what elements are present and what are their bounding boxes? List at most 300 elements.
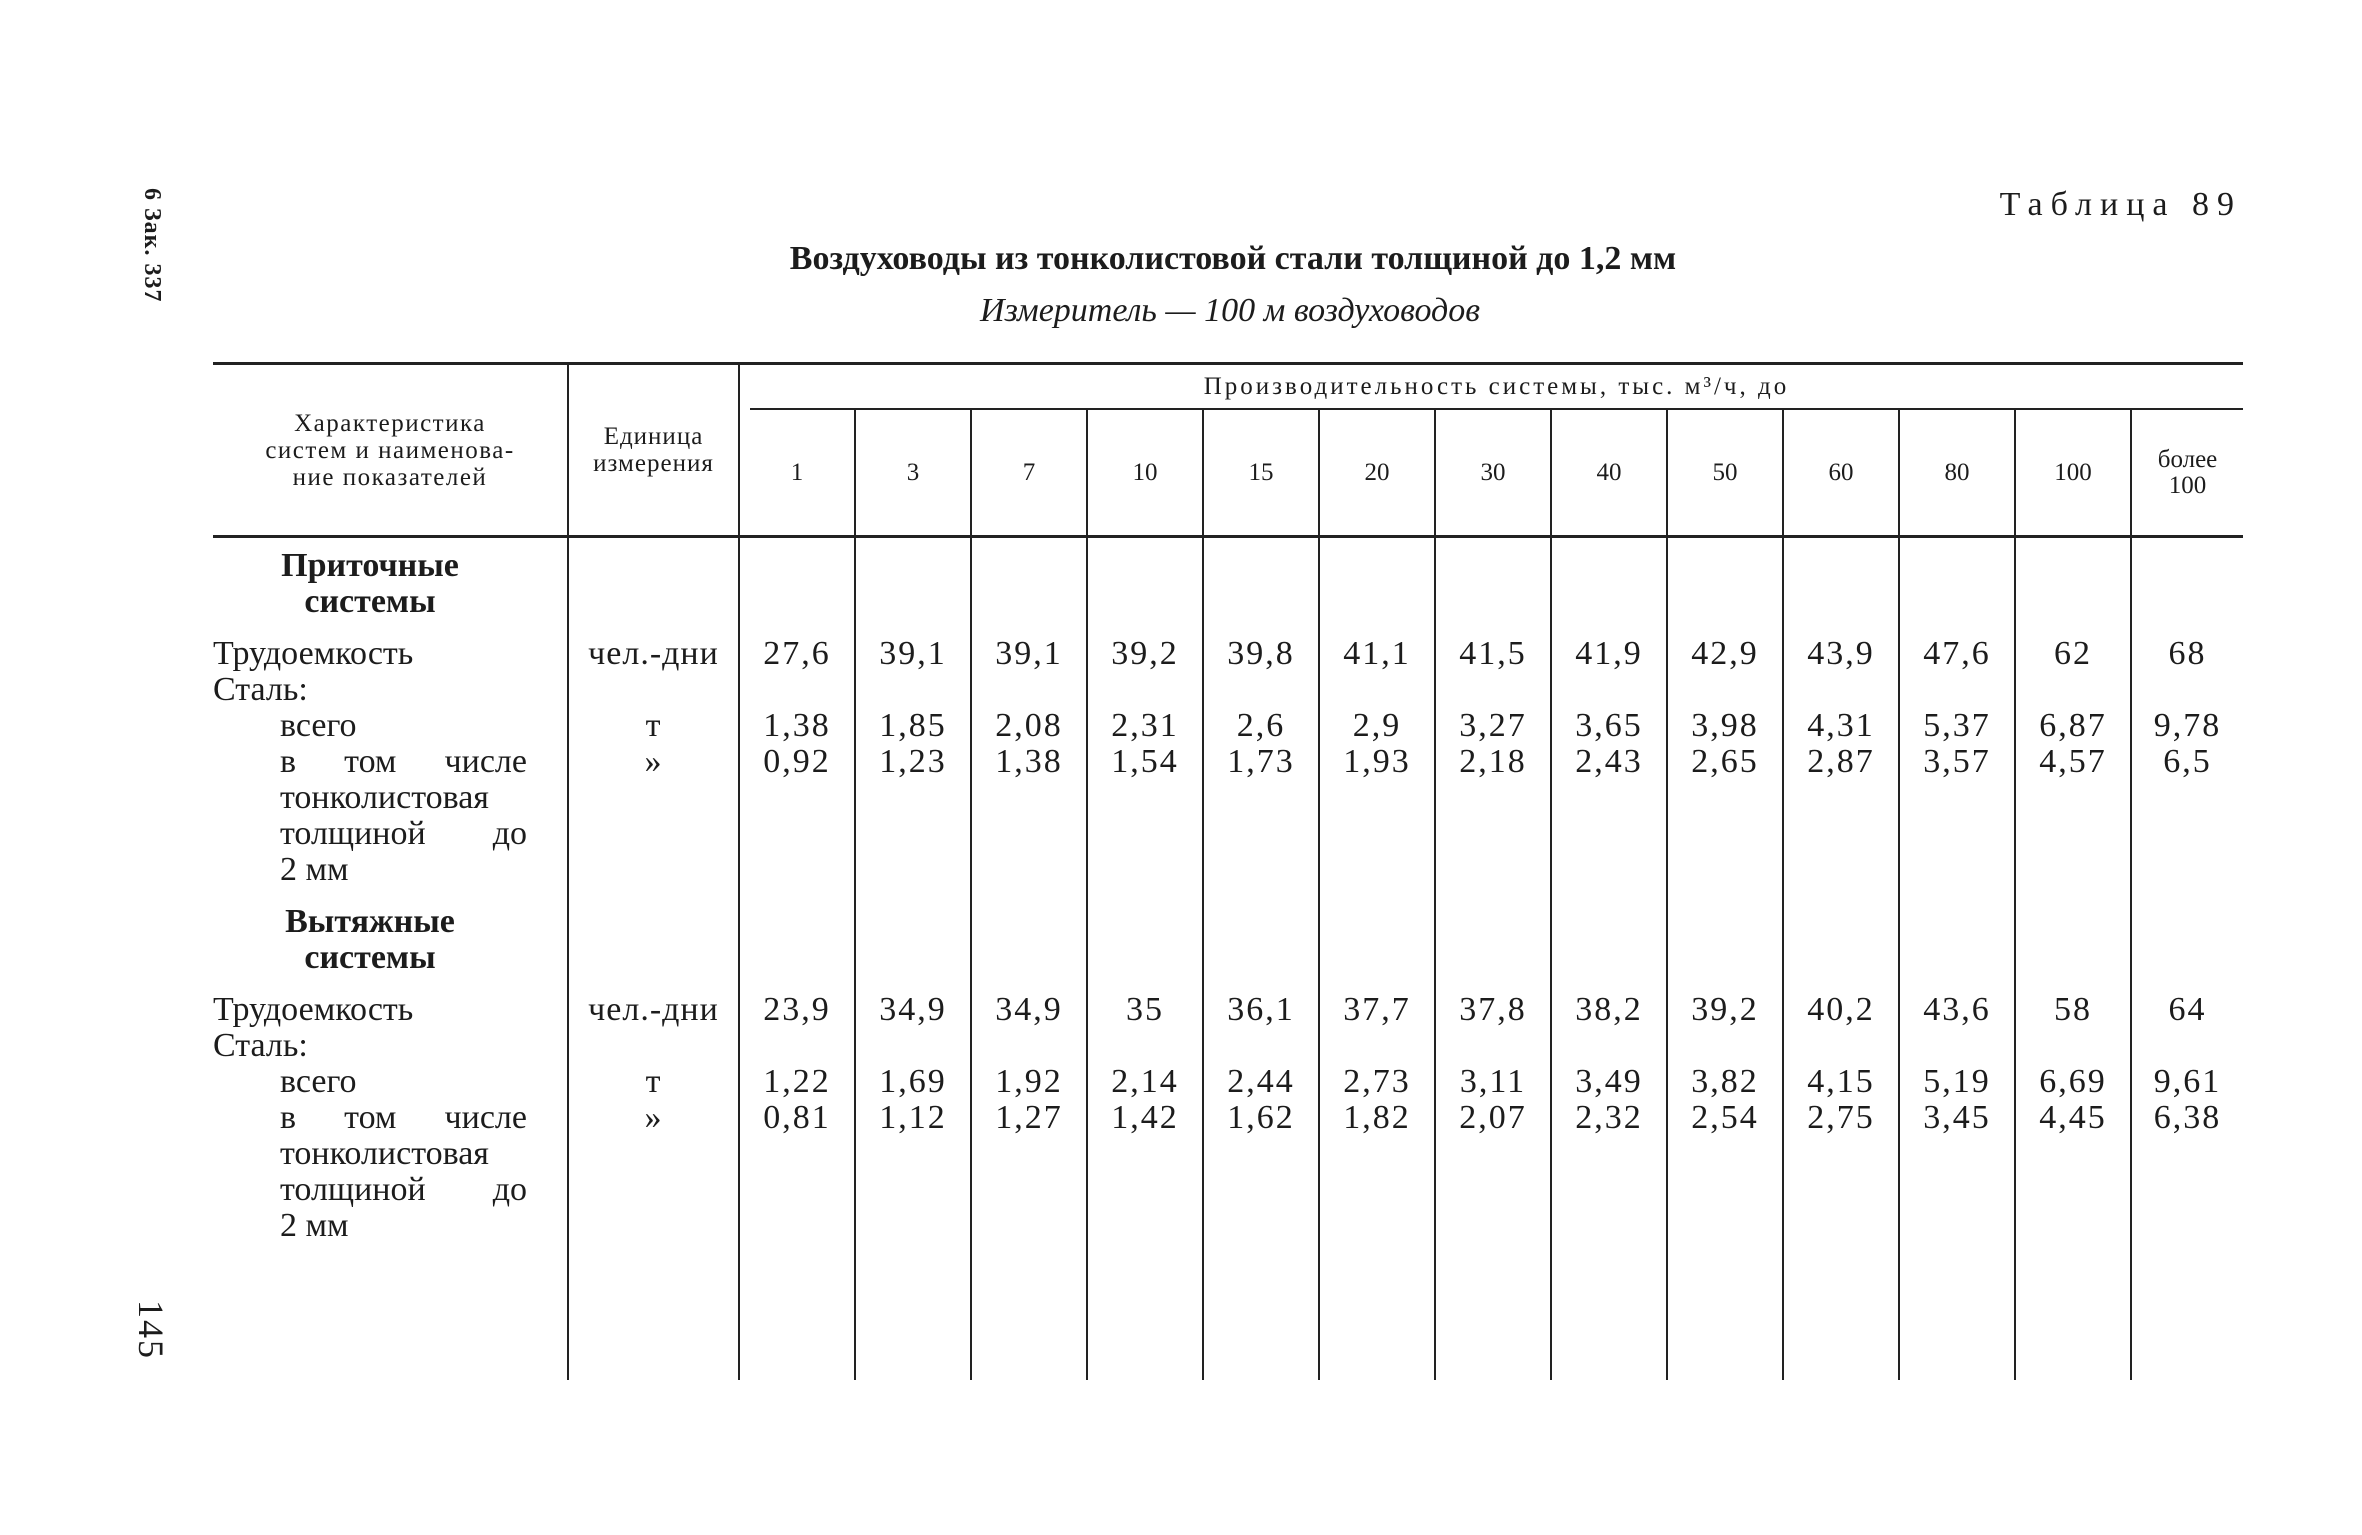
header-capacity-value: более [2157, 445, 2218, 473]
row-label: тонколистовая [280, 779, 489, 816]
section-title: системы [304, 939, 436, 976]
value-cell [2016, 816, 2132, 852]
value-cell: 1,69 [856, 1064, 972, 1100]
value-cell [1204, 904, 1320, 940]
value-cell: 2,08 [972, 708, 1088, 744]
value-cell [1900, 1028, 2016, 1064]
value-cell [740, 852, 856, 904]
value-cell [2132, 780, 2243, 816]
value-cell [1436, 816, 1552, 852]
value-cell [1320, 1136, 1436, 1172]
value-cell: 0,81 [740, 1100, 856, 1136]
row-label: в том числе [280, 1099, 527, 1136]
value-cell [1436, 1208, 1552, 1260]
value-cell [1552, 904, 1668, 940]
value-cell: 40,2 [1784, 992, 1900, 1028]
value-cell [740, 940, 856, 992]
value-cell: 3,57 [1900, 744, 2016, 780]
value-cell: 43,9 [1784, 636, 1900, 672]
value-cell [1668, 904, 1784, 940]
value-cell [740, 1136, 856, 1172]
value-cell [972, 1136, 1088, 1172]
value-cell: 43,6 [1900, 992, 2016, 1028]
value-cell [2016, 852, 2132, 904]
value-cell [1668, 584, 1784, 636]
value-cell: 3,11 [1436, 1064, 1552, 1100]
unit-cell [567, 780, 740, 816]
value-cell: 3,49 [1552, 1064, 1668, 1100]
row-label: 2 мм [280, 851, 349, 888]
value-cell [972, 780, 1088, 816]
value-cell [1668, 548, 1784, 584]
unit-cell: » [567, 1100, 740, 1136]
value-cell [1204, 780, 1320, 816]
value-cell [856, 1028, 972, 1064]
value-cell [1552, 548, 1668, 584]
header-capacity-value: 15 [1248, 458, 1274, 486]
spacer-cell [1320, 1260, 1436, 1380]
value-cell: 2,87 [1784, 744, 1900, 780]
value-cell [1320, 672, 1436, 708]
spacer-cell [856, 538, 972, 548]
value-cell [1552, 852, 1668, 904]
value-cell [1900, 904, 2016, 940]
value-cell [2132, 584, 2243, 636]
value-cell [1552, 1172, 1668, 1208]
value-cell [1088, 672, 1204, 708]
value-cell [1784, 1136, 1900, 1172]
header-capacity-column [972, 410, 1088, 535]
value-cell [740, 1172, 856, 1208]
table-title: Воздуховоды из тонколистовой стали толщиной до 1,2 мм [789, 240, 1677, 277]
value-cell: 1,54 [1088, 744, 1204, 780]
value-cell [1320, 816, 1436, 852]
value-cell [2016, 672, 2132, 708]
value-cell [1204, 584, 1320, 636]
header-capacity-value: 3 [906, 458, 920, 486]
row-label: Сталь: [213, 671, 308, 708]
value-cell: 39,2 [1088, 636, 1204, 672]
header-unit [567, 365, 740, 535]
value-cell: 1,42 [1088, 1100, 1204, 1136]
norms-table [213, 362, 2243, 1380]
value-cell: 1,85 [856, 708, 972, 744]
value-cell [1204, 1208, 1320, 1260]
spacer-cell [856, 1260, 972, 1380]
value-cell [1320, 1028, 1436, 1064]
value-cell [740, 904, 856, 940]
value-cell [1320, 1208, 1436, 1260]
value-cell: 4,15 [1784, 1064, 1900, 1100]
value-cell [2016, 1172, 2132, 1208]
spacer-cell [2132, 538, 2243, 548]
spacer-cell [2016, 538, 2132, 548]
value-cell [740, 548, 856, 584]
value-cell [2016, 1208, 2132, 1260]
unit-cell [567, 904, 740, 940]
section-title: системы [304, 583, 436, 620]
value-cell [1900, 940, 2016, 992]
value-cell [972, 672, 1088, 708]
spacer-cell [1668, 1260, 1784, 1380]
value-cell [856, 548, 972, 584]
value-cell: 62 [2016, 636, 2132, 672]
value-cell [1784, 852, 1900, 904]
value-cell: 2,14 [1088, 1064, 1204, 1100]
spacer-cell [972, 1260, 1088, 1380]
header-capacity-column [1088, 410, 1204, 535]
value-cell [2132, 940, 2243, 992]
value-cell [972, 1172, 1088, 1208]
value-cell: 2,6 [1204, 708, 1320, 744]
header-capacity-column [2016, 410, 2132, 535]
value-cell [1204, 548, 1320, 584]
value-cell [1552, 1136, 1668, 1172]
header-capacity-column [2132, 410, 2243, 535]
value-cell [1668, 1136, 1784, 1172]
value-cell [1320, 548, 1436, 584]
value-cell [1320, 780, 1436, 816]
row-label: Трудоемкость [213, 991, 414, 1028]
spacer-cell [1320, 538, 1436, 548]
value-cell: 1,22 [740, 1064, 856, 1100]
value-cell: 2,75 [1784, 1100, 1900, 1136]
header-capacity-column [1436, 410, 1552, 535]
header-capacity-column [1900, 410, 2016, 535]
value-cell: 38,2 [1552, 992, 1668, 1028]
value-cell [1668, 852, 1784, 904]
value-cell [1436, 904, 1552, 940]
value-cell: 27,6 [740, 636, 856, 672]
header-unit-line: измерения [593, 450, 714, 477]
value-cell [1784, 548, 1900, 584]
spacer-cell [740, 538, 856, 548]
value-cell [1320, 852, 1436, 904]
row-label: Трудоемкость [213, 635, 414, 672]
value-cell: 3,82 [1668, 1064, 1784, 1100]
unit-cell: т [567, 1064, 740, 1100]
value-cell [856, 780, 972, 816]
spacer-cell [1668, 538, 1784, 548]
value-cell [1436, 1136, 1552, 1172]
header-capacity-value: 100 [2054, 458, 2092, 486]
header-capacity-value: 80 [1944, 458, 1970, 486]
value-cell [1552, 1028, 1668, 1064]
value-cell [1668, 672, 1784, 708]
value-cell [1552, 1208, 1668, 1260]
value-cell: 4,31 [1784, 708, 1900, 744]
value-cell [1088, 584, 1204, 636]
value-cell: 6,5 [2163, 743, 2212, 780]
spacer-cell [1900, 1260, 2016, 1380]
value-cell [1436, 780, 1552, 816]
value-cell [972, 816, 1088, 852]
value-cell: 1,38 [740, 708, 856, 744]
spacer-cell [2016, 1260, 2132, 1380]
spacer-cell [740, 1260, 856, 1380]
header-capacity-value: 60 [1828, 458, 1854, 486]
value-cell: 6,69 [2016, 1064, 2132, 1100]
value-cell: 2,18 [1436, 744, 1552, 780]
value-cell: 1,23 [856, 744, 972, 780]
unit-cell [567, 1028, 740, 1064]
value-cell [1900, 672, 2016, 708]
value-cell: 35 [1088, 992, 1204, 1028]
value-cell [2132, 1208, 2243, 1260]
value-cell: 2,32 [1552, 1100, 1668, 1136]
value-cell: 1,62 [1204, 1100, 1320, 1136]
value-cell [1900, 852, 2016, 904]
header-capacity-column [1204, 410, 1320, 535]
value-cell: 37,8 [1436, 992, 1552, 1028]
value-cell [1436, 940, 1552, 992]
table-header [213, 362, 2243, 538]
value-cell [856, 852, 972, 904]
table-number: Таблица 89 [1999, 186, 2242, 223]
value-cell: 1,38 [972, 744, 1088, 780]
value-cell [1088, 1208, 1204, 1260]
table-measure-unit: Измеритель — 100 м воздуховодов [980, 292, 1480, 329]
value-cell [740, 1028, 856, 1064]
unit-cell [567, 816, 740, 852]
value-cell [740, 780, 856, 816]
value-cell [1088, 852, 1204, 904]
value-cell [2132, 1136, 2243, 1172]
value-cell [972, 548, 1088, 584]
value-cell [1436, 548, 1552, 584]
value-cell [1668, 940, 1784, 992]
value-cell: 2,07 [1436, 1100, 1552, 1136]
value-cell [1088, 548, 1204, 584]
value-cell [1784, 1208, 1900, 1260]
value-cell [1320, 940, 1436, 992]
value-cell [2016, 780, 2132, 816]
header-capacity-column [740, 410, 856, 535]
value-cell [1784, 1028, 1900, 1064]
unit-cell: чел.-дни [567, 992, 740, 1028]
value-cell: 3,65 [1552, 708, 1668, 744]
header-capacity-value: 20 [1364, 458, 1390, 486]
value-cell [856, 904, 972, 940]
value-cell: 1,93 [1320, 744, 1436, 780]
value-cell [972, 1028, 1088, 1064]
value-cell: 2,43 [1552, 744, 1668, 780]
value-cell [856, 584, 972, 636]
value-cell [1784, 780, 1900, 816]
header-capacity-value: 10 [1132, 458, 1158, 486]
value-cell [1900, 780, 2016, 816]
header-characteristic [213, 365, 567, 535]
value-cell: 2,65 [1668, 744, 1784, 780]
spacer-cell [1436, 1260, 1552, 1380]
spacer-cell [213, 1260, 567, 1380]
spacer-cell [1204, 538, 1320, 548]
value-cell [2016, 1028, 2132, 1064]
value-cell [972, 584, 1088, 636]
value-cell: 64 [2168, 991, 2207, 1028]
row-label: 2 мм [280, 1207, 349, 1244]
header-characteristic-line: Характеристика [294, 409, 486, 437]
value-cell [1900, 1136, 2016, 1172]
value-cell [856, 672, 972, 708]
value-cell: 34,9 [856, 992, 972, 1028]
value-cell: 2,44 [1204, 1064, 1320, 1100]
row-label: всего [280, 707, 357, 744]
header-capacity-value: 1 [790, 458, 804, 486]
value-cell [2132, 1028, 2243, 1064]
value-cell [1900, 816, 2016, 852]
value-cell: 41,5 [1436, 636, 1552, 672]
spacer-cell [1204, 1260, 1320, 1380]
page-number: 145 [131, 1300, 171, 1360]
spacer-cell [2132, 1260, 2243, 1380]
value-cell [1204, 816, 1320, 852]
spacer-cell [567, 538, 740, 548]
value-cell [1320, 904, 1436, 940]
value-cell [1784, 672, 1900, 708]
header-capacity-value: 30 [1480, 458, 1506, 486]
value-cell: 3,27 [1436, 708, 1552, 744]
row-label: толщиной до [280, 1171, 527, 1208]
value-cell: 39,2 [1668, 992, 1784, 1028]
header-capacity-column [1784, 410, 1900, 535]
spacer-cell [1552, 538, 1668, 548]
value-cell [1784, 940, 1900, 992]
value-cell [2132, 672, 2243, 708]
value-cell [1668, 780, 1784, 816]
value-cell [2132, 904, 2243, 940]
value-cell [972, 940, 1088, 992]
value-cell [1784, 584, 1900, 636]
value-cell: 1,73 [1204, 744, 1320, 780]
header-capacity-column [856, 410, 972, 535]
value-cell [2132, 1172, 2243, 1208]
value-cell: 36,1 [1204, 992, 1320, 1028]
value-cell [1900, 1172, 2016, 1208]
header-characteristic-line: систем и наименова- [265, 436, 515, 464]
value-cell [1436, 1028, 1552, 1064]
spacer-cell [567, 1260, 740, 1380]
margin-order-code: 6 Зак. 337 [139, 188, 165, 303]
value-cell [1204, 1028, 1320, 1064]
value-cell [2132, 816, 2243, 852]
value-cell [1900, 584, 2016, 636]
value-cell: 39,1 [856, 636, 972, 672]
header-capacity-column [1320, 410, 1436, 535]
value-cell [1552, 672, 1668, 708]
unit-cell [567, 940, 740, 992]
value-cell [1436, 852, 1552, 904]
value-cell: 0,92 [740, 744, 856, 780]
unit-cell: т [567, 708, 740, 744]
value-cell [1088, 1136, 1204, 1172]
value-cell [1668, 1208, 1784, 1260]
unit-cell [567, 852, 740, 904]
value-cell [1552, 940, 1668, 992]
value-cell: 1,27 [972, 1100, 1088, 1136]
value-cell [1204, 940, 1320, 992]
spacer-cell [972, 538, 1088, 548]
row-label: толщиной до [280, 815, 527, 852]
value-cell [740, 1208, 856, 1260]
value-cell [1204, 1172, 1320, 1208]
spacer-cell [1900, 538, 2016, 548]
spacer-cell [1088, 1260, 1204, 1380]
value-cell [2016, 548, 2132, 584]
value-cell [1436, 1172, 1552, 1208]
value-cell: 37,7 [1320, 992, 1436, 1028]
value-cell [1784, 904, 1900, 940]
value-cell [856, 816, 972, 852]
value-cell [1668, 1172, 1784, 1208]
value-cell [1088, 780, 1204, 816]
row-label: всего [280, 1063, 357, 1100]
value-cell: 5,19 [1900, 1064, 2016, 1100]
value-cell [856, 1136, 972, 1172]
value-cell: 2,73 [1320, 1064, 1436, 1100]
value-cell: 58 [2016, 992, 2132, 1028]
value-cell [1088, 1172, 1204, 1208]
header-capacity-value: 50 [1712, 458, 1738, 486]
value-cell [1436, 672, 1552, 708]
value-cell: 4,45 [2016, 1100, 2132, 1136]
value-cell [1668, 816, 1784, 852]
value-cell: 39,8 [1204, 636, 1320, 672]
section-title: Приточные [281, 547, 459, 584]
value-cell: 2,31 [1088, 708, 1204, 744]
value-cell: 6,38 [2153, 1099, 2222, 1136]
value-cell [1320, 1172, 1436, 1208]
header-capacity-column [1668, 410, 1784, 535]
value-cell [2016, 940, 2132, 992]
value-cell [2132, 852, 2243, 904]
value-cell [740, 584, 856, 636]
value-cell [1784, 1172, 1900, 1208]
unit-cell [567, 584, 740, 636]
value-cell: 5,37 [1900, 708, 2016, 744]
row-label: Сталь: [213, 1027, 308, 1064]
header-unit-line: Единица [603, 423, 704, 450]
value-cell: 3,98 [1668, 708, 1784, 744]
value-cell: 4,57 [2016, 744, 2132, 780]
header-capacity-value: 100 [2168, 471, 2207, 499]
value-cell: 39,1 [972, 636, 1088, 672]
value-cell: 41,1 [1320, 636, 1436, 672]
row-label: тонколистовая [280, 1135, 489, 1172]
value-cell: 6,87 [2016, 708, 2132, 744]
value-cell [1552, 816, 1668, 852]
value-cell [972, 1208, 1088, 1260]
value-cell: 9,61 [2153, 1063, 2222, 1100]
value-cell: 34,9 [972, 992, 1088, 1028]
value-cell [1784, 816, 1900, 852]
value-cell: 47,6 [1900, 636, 2016, 672]
value-cell [740, 672, 856, 708]
value-cell: 68 [2168, 635, 2207, 672]
value-cell [2132, 548, 2243, 584]
header-capacity-value: 7 [1022, 458, 1036, 486]
value-cell [1436, 584, 1552, 636]
unit-cell: » [567, 744, 740, 780]
value-cell [1204, 852, 1320, 904]
value-cell [1668, 1028, 1784, 1064]
value-cell [1088, 904, 1204, 940]
spacer-cell [1784, 1260, 1900, 1380]
value-cell [1320, 584, 1436, 636]
value-cell: 3,45 [1900, 1100, 2016, 1136]
value-cell [1900, 1208, 2016, 1260]
unit-cell: чел.-дни [567, 636, 740, 672]
